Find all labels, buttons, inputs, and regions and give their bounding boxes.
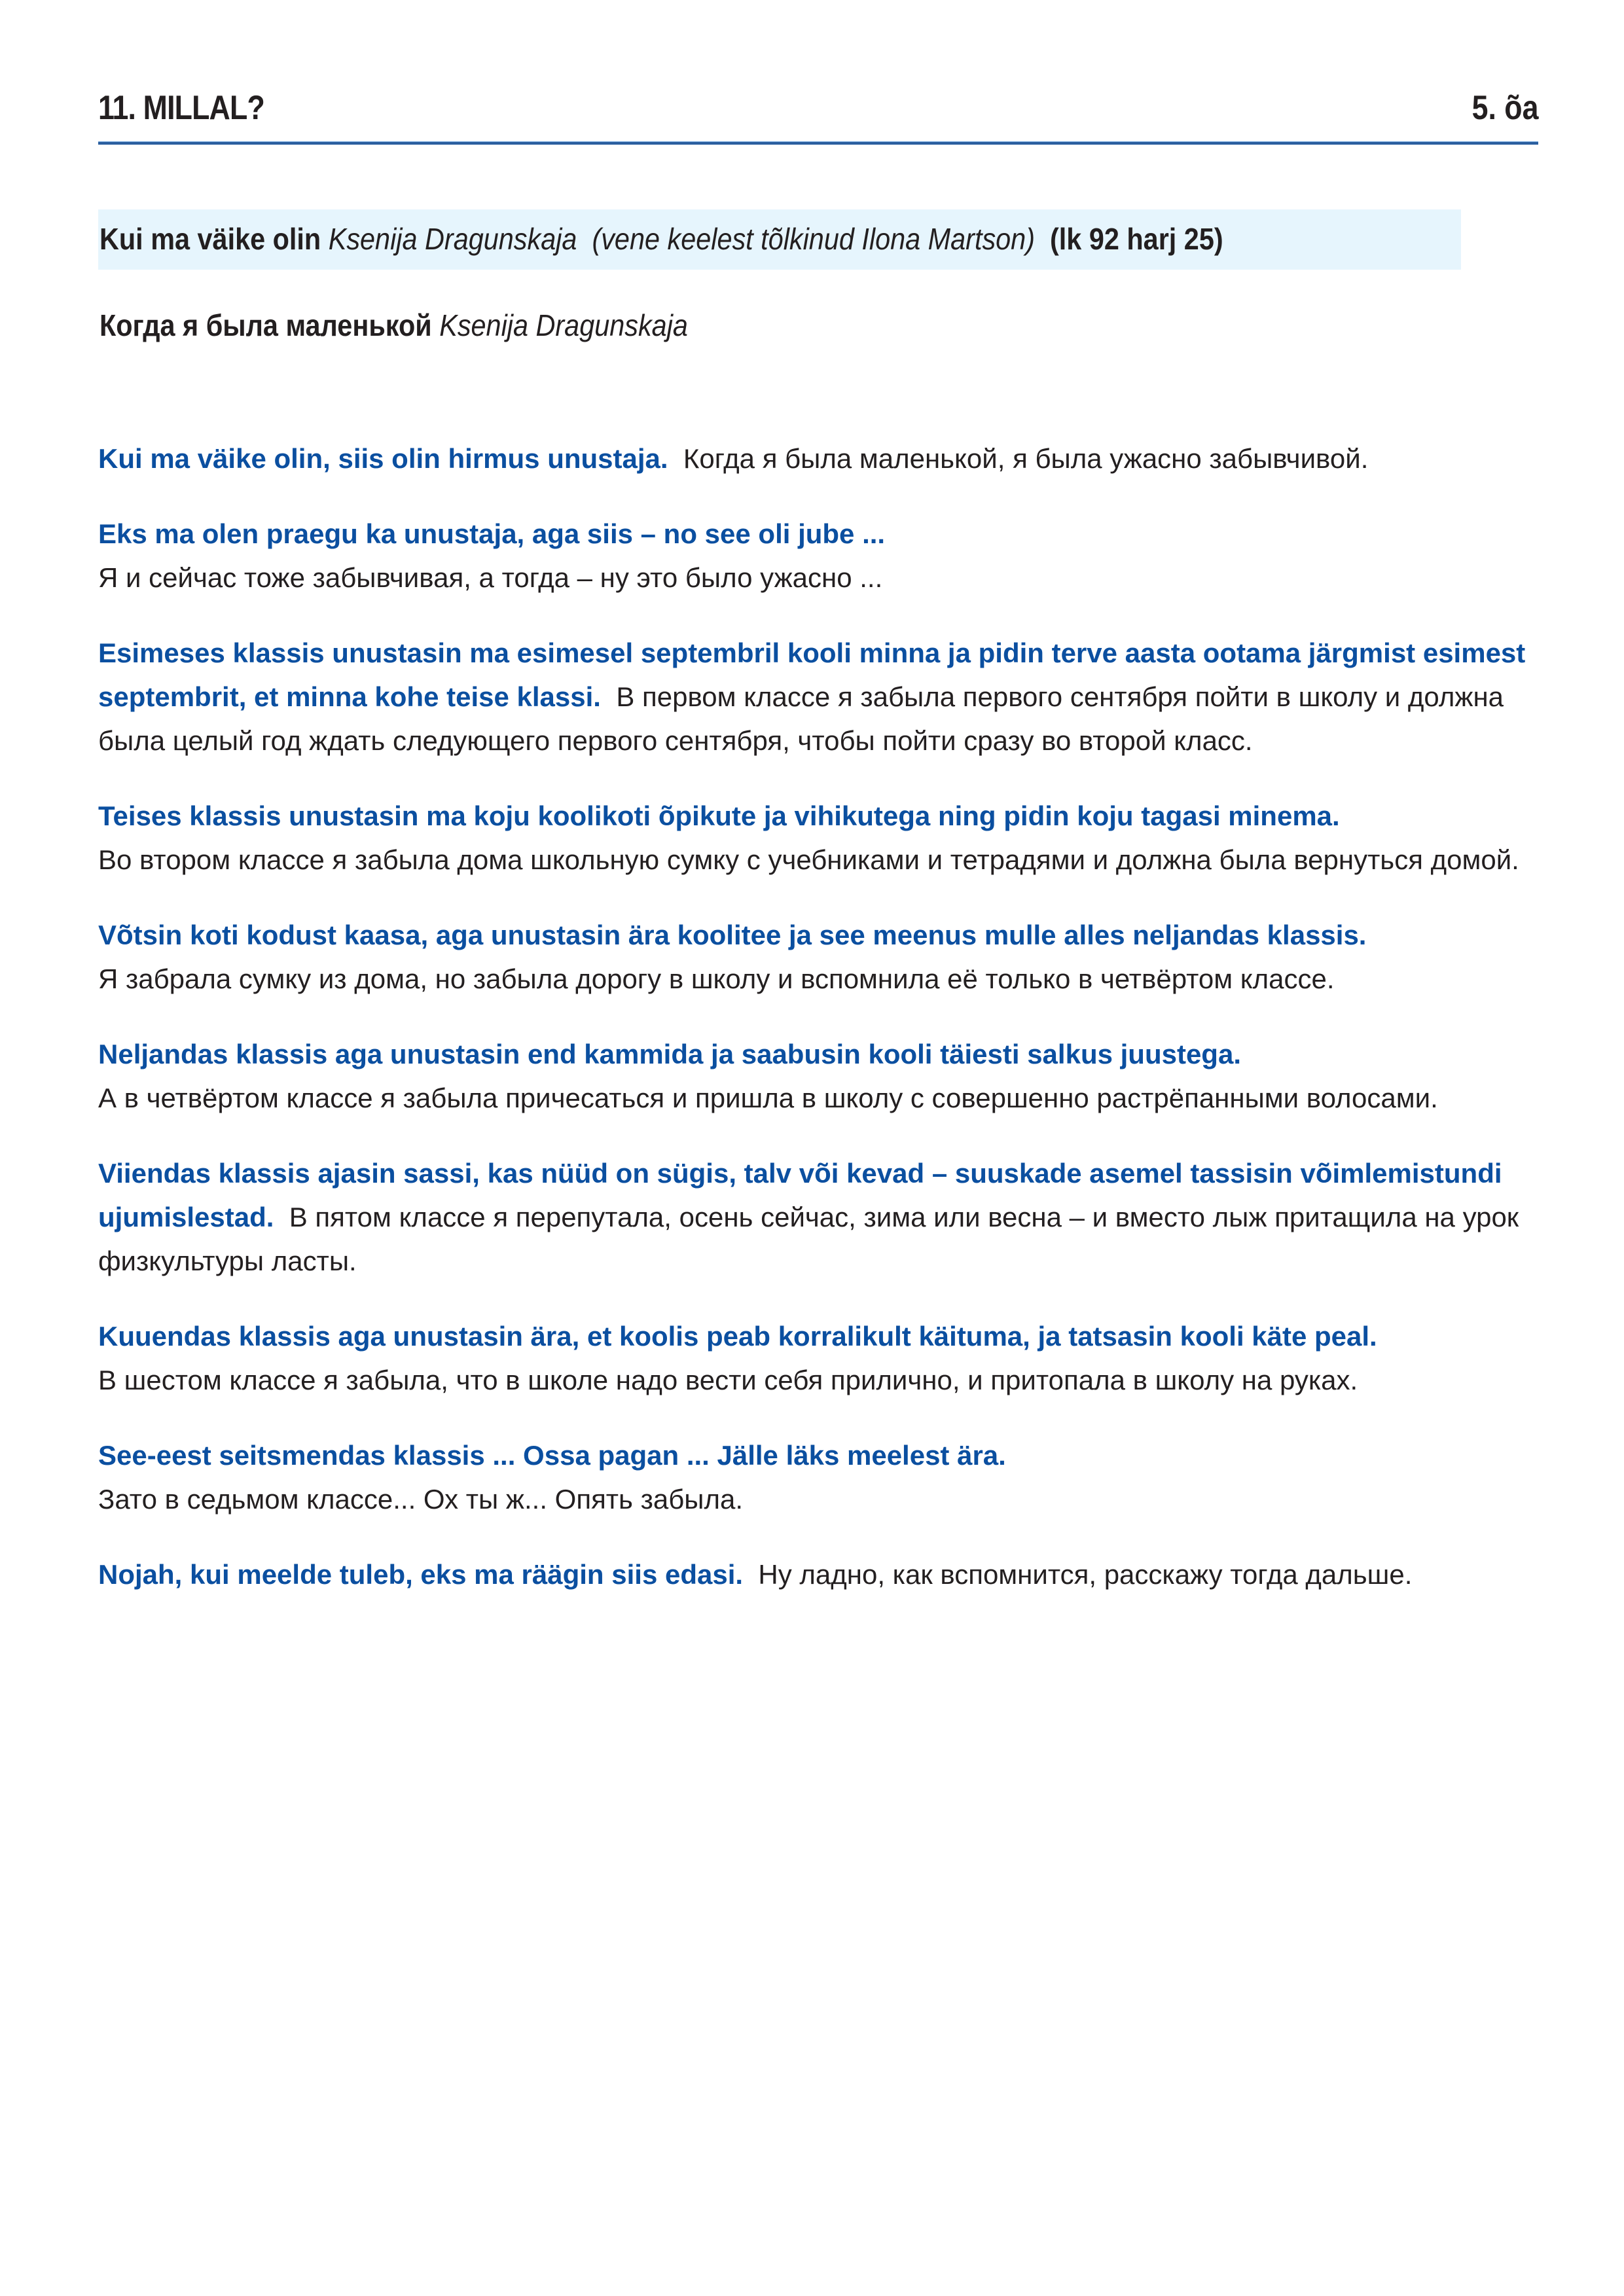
story-paragraph — [98, 1032, 1545, 1120]
russian-title: Когда я была маленькой — [99, 308, 432, 342]
story-paragraph — [98, 437, 1545, 480]
russian-sentence: Я и сейчас тоже забывчивая, а тогда – ну это было ужасно ... — [98, 562, 883, 593]
russian-sentence: Я забрала сумку из дома, но забыла дорогу в школу и вспомнила её только в четвёртом классе. — [98, 963, 1335, 994]
estonian-sentence: Nojah, kui meelde tuleb, eks ma räägin siis edasi. — [98, 1559, 744, 1590]
story-author: Ksenija Dragunskaja — [328, 222, 577, 256]
story-paragraph — [98, 631, 1545, 762]
russian-sentence: Зато в седьмом классе... Ох ты ж... Опять забыла. — [98, 1484, 743, 1515]
story-paragraph — [98, 794, 1545, 882]
story-title-line — [99, 221, 1223, 257]
russian-sentence: В первом классе я забыла первого сентября пойти в школу и должна была целый год ждать следующего первого сентября, чтобы пойти сразу во второй класс. — [98, 681, 1504, 756]
header-divider — [98, 141, 1538, 145]
russian-sentence: А в четвёртом классе я забыла причесаться и пришла в школу с совершенно растрёпанными волосами. — [98, 1083, 1438, 1113]
page-header — [98, 88, 1538, 144]
estonian-sentence: Esimeses klassis unustasin ma esimesel septembril kooli minna ja pidin terve aasta ootama järgmist esimest septembrit, et minna kohe teise klassi. — [98, 637, 1526, 712]
estonian-sentence: Neljandas klassis aga unustasin end kammida ja saabusin kooli täiesti salkus juustega. — [98, 1039, 1241, 1069]
story-paragraph — [98, 512, 1545, 600]
story-title-box — [98, 209, 1461, 270]
exercise-reference: (lk 92 harj 25) — [1050, 222, 1223, 256]
estonian-sentence: Viiendas klassis ajasin sassi, kas nüüd on sügis, talv või kevad – suuskade asemel tassisin võimlemistundi ujumislestad. — [98, 1158, 1502, 1232]
story-paragraph — [98, 1314, 1545, 1402]
russian-sentence: В пятом классе я перепутала, осень сейчас, зима или весна – и вместо лыж притащила на урок физкультуры ласты. — [98, 1202, 1519, 1276]
chapter-title: 11. MILLAL? — [98, 89, 264, 127]
russian-sentence: Когда я была маленькой, я была ужасно забывчивой. — [683, 443, 1369, 474]
russian-sentence: В шестом классе я забыла, что в школе надо вести себя прилично, и притопала в школу на руках. — [98, 1365, 1358, 1395]
estonian-sentence: See-eest seitsmendas klassis ... Ossa pagan ... Jälle läks meelest ära. — [98, 1440, 1006, 1471]
russian-sentence: Во втором классе я забыла дома школьную сумку с учебниками и тетрадями и должна была вернуться домой. — [98, 844, 1519, 875]
estonian-sentence: Võtsin koti kodust kaasa, aga unustasin ära koolitee ja see meenus mulle alles neljandas klassis. — [98, 920, 1367, 950]
story-paragraph — [98, 913, 1545, 1001]
russian-title-line — [99, 308, 688, 343]
grade-label: 5. õa — [1471, 89, 1538, 127]
story-paragraph — [98, 1151, 1545, 1283]
translation-note: (vene keelest tõlkinud Ilona Martson) — [592, 222, 1036, 256]
russian-sentence: Ну ладно, как вспомнится, расскажу тогда дальше. — [758, 1559, 1413, 1590]
russian-author: Ksenija Dragunskaja — [439, 308, 688, 342]
estonian-sentence: Kuuendas klassis aga unustasin ära, et koolis peab korralikult käituma, ja tatsasin kooli käte peal. — [98, 1321, 1377, 1352]
story-title: Kui ma väike olin — [99, 222, 321, 256]
story-paragraph — [98, 1552, 1545, 1596]
story-paragraph — [98, 1433, 1545, 1521]
estonian-sentence: Teises klassis unustasin ma koju koolikoti õpikute ja vihikutega ning pidin koju tagasi minema. — [98, 800, 1340, 831]
estonian-sentence: Eks ma olen praegu ka unustaja, aga siis – no see oli jube ... — [98, 518, 886, 549]
story-text — [98, 409, 1545, 1628]
estonian-sentence: Kui ma väike olin, siis olin hirmus unustaja. — [98, 443, 668, 474]
